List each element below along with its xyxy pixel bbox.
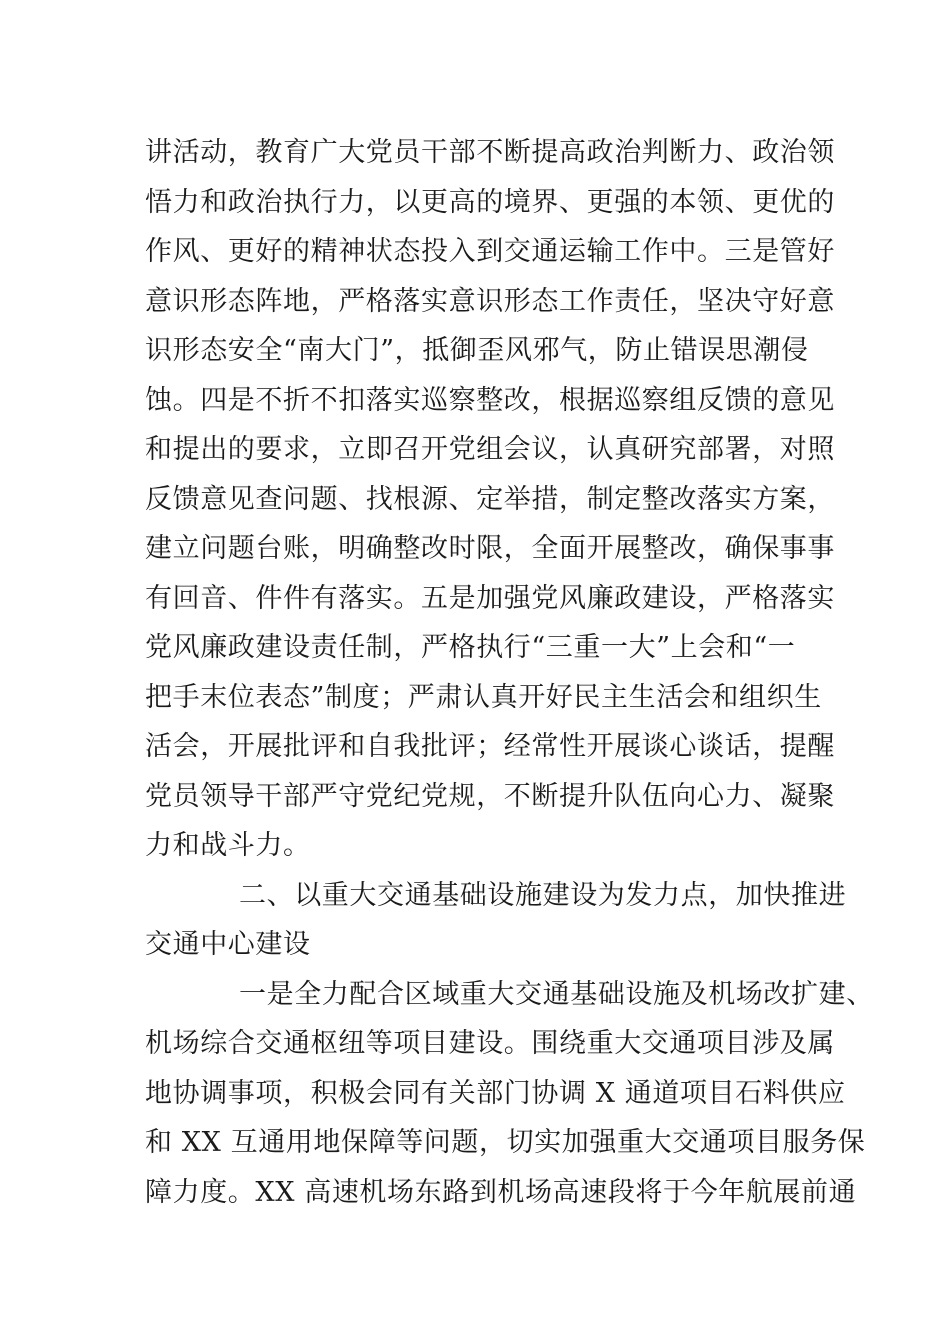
text-line: 机场综合交通枢纽等项目建设。围绕重大交通项目涉及属 [145,1028,835,1059]
section-heading-line: 二、以重大交通基础设施建设为发力点，加快推进 [239,879,847,911]
text-line: 蚀。四是不折不扣落实巡察整改，根据巡察组反馈的意见 [145,384,835,416]
text-line: 力和战斗力。 [145,830,311,861]
text-line: 党风廉政建设责任制，严格执行“三重一大”上会和“一 [145,632,796,663]
text-line: 反馈意见查问题、找根源、定举措，制定整改落实方案， [145,483,835,515]
text-line: 和提出的要求，立即召开党组会议，认真研究部署，对照 [145,434,835,465]
text-line: 意识形态阵地，严格落实意识形态工作责任，坚决守好意 [145,285,835,317]
text-line: 作风、更好的精神状态投入到交通运输工作中。三是管好 [145,236,835,267]
section-heading-line: 交通中心建设 [145,929,311,960]
text-line: 地协调事项，积极会同有关部门协调 X 通道项目石料供应 [145,1077,846,1109]
text-line: 建立问题台账，明确整改时限，全面开展整改，确保事事 [145,533,835,564]
text-line: 有回音、件件有落实。五是加强党风廉政建设，严格落实 [145,582,835,614]
text-line: 悟力和政治执行力，以更高的境界、更强的本领、更优的 [145,186,835,218]
text-line: 一是全力配合区域重大交通基础设施及机场改扩建、 [239,978,874,1010]
body-text [145,128,874,1217]
text-line: 党员领导干部严守党纪党规，不断提升队伍向心力、凝聚 [145,780,835,812]
text-line: 和 XX 互通用地保障等问题，切实加强重大交通项目服务保 [145,1127,866,1158]
text-line: 把手末位表态”制度；严肃认真开好民主生活会和组织生 [145,681,822,713]
text-line: 活会，开展批评和自我批评；经常性开展谈心谈话，提醒 [145,731,835,762]
text-line: 障力度。XX 高速机场东路到机场高速段将于今年航展前通 [145,1176,857,1208]
text-line: 识形态安全“南大门”，抵御歪风邪气，防止错误思潮侵 [145,335,809,366]
text-line: 讲活动，教育广大党员干部不断提高政治判断力、政治领 [145,137,835,168]
